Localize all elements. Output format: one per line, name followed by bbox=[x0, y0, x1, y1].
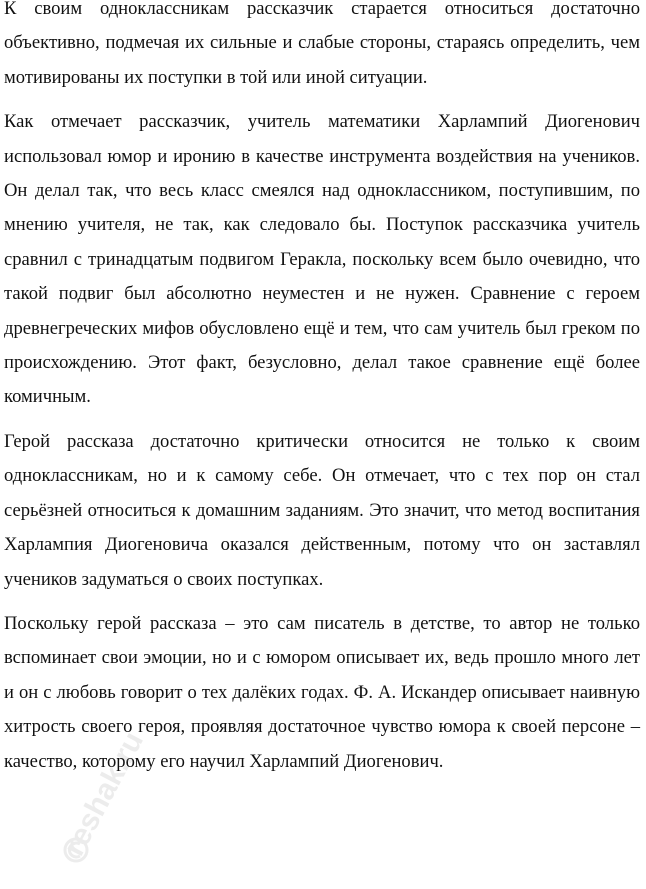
paragraph-4: Поскольку герой рассказа – это сам писатель в детстве, то автор не только вспоминает свои эмоции, но и с юмором описывает их, ведь прошло много лет и он с любовь говорит о тех далёких годах. Ф. А. Искандер описывает наивную хитрость своего героя, проявляя достаточное чувство юмора к своей персоне – качество, которому его научил Харлампий Диогенович. bbox=[4, 612, 640, 772]
paragraph-1: К своим одноклассникам рассказчик старается относиться достаточно объективно, подмечая их сильные и слабые стороны, стараясь определить, чем мотивированы их поступки в той или иной ситуации. bbox=[4, 0, 640, 88]
svg-text:reshak.ru: reshak.ru bbox=[57, 726, 151, 862]
paragraph-2: Как отмечает рассказчик, учитель математики Харлампий Диогенович использовал юмор и иронию в качестве инструмента воздействия на учеников. Он делал так, что весь класс смеялся над одноклассником, поступившим, по мнению учителя, не так, как следовало бы. Поступок рассказчика учитель сравнил с тринадцатым подвигом Геракла, поскольку всем было очевидно, что такой подвиг был абсолютно неуместен и не нужен. Сравнение с героем древнегреческих мифов обусловлено ещё и тем, что сам учитель был греком по происхождению. Этот факт, безусловно, делал такое сравнение ещё более комичным. bbox=[4, 111, 640, 408]
paragraph-3: Герой рассказа достаточно критически относится не только к своим одноклассникам, но и к самому себе. Он отмечает, что с тех пор он стал серьёзней относиться к домашним заданиям. Это значит, что метод воспитания Харлампия Диогеновича оказался действенным, потому что он заставлял учеников задуматься о своих поступках. bbox=[4, 430, 640, 590]
